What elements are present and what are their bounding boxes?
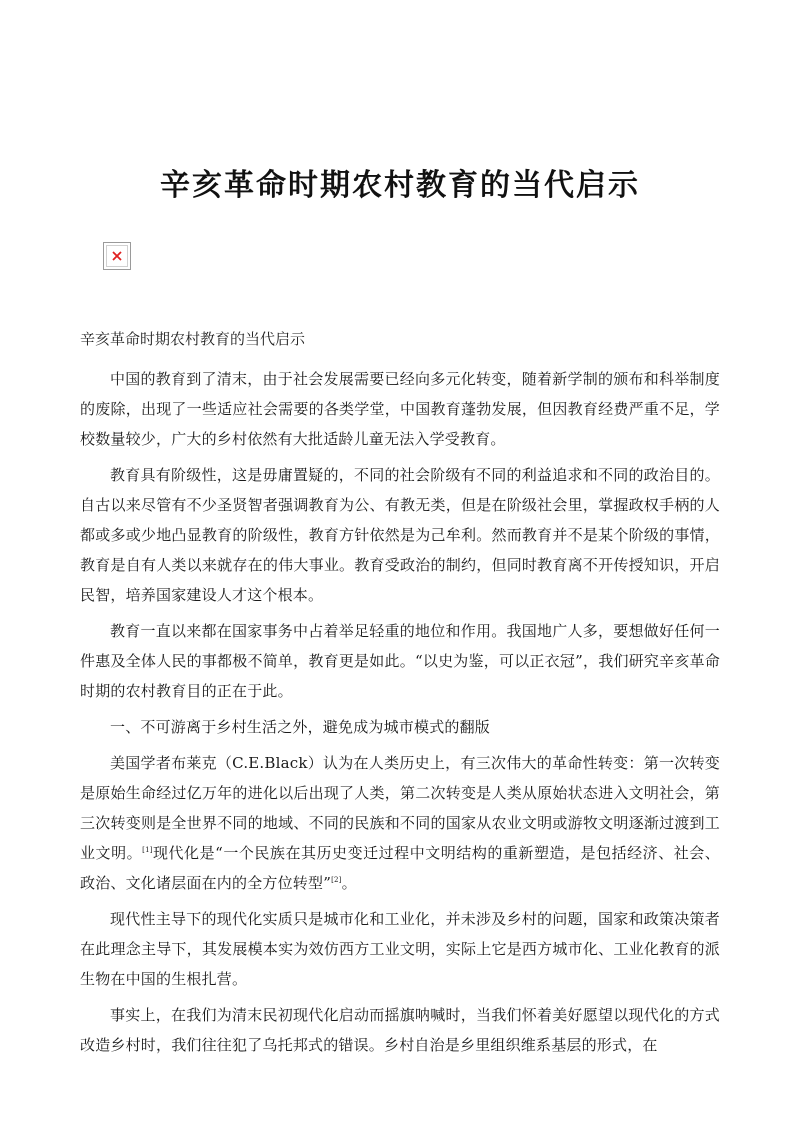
- paragraph-text: 中国的教育到了清末，由于社会发展需要已经向多元化转变，随着新学制的颁布和科举制度的废除，出现了一些适应社会需要的各类学堂，中国教育蓬勃发展，但因教育经费严重不足，学校数量较少，广大的乡村依然有大批适龄儿童无法入学受教育。: [80, 370, 720, 448]
- footnote-ref[interactable]: [1]: [142, 846, 153, 854]
- paragraph-text: 。: [341, 874, 357, 892]
- paragraph: [80, 616, 720, 706]
- section-heading-text: 一、不可游离于乡村生活之外，避免成为城市模式的翻版: [110, 718, 491, 736]
- paragraph-text: 现代化是“一个民族在其历史变迁过程中文明结构的重新塑造，是包括经济、社会、政治、文化诸层面在内的全方位转型”: [80, 844, 720, 892]
- document-body: [80, 364, 720, 1066]
- document-title: 辛亥革命时期农村教育的当代启示: [160, 168, 640, 203]
- section-heading: [80, 712, 720, 742]
- paragraph: [80, 748, 720, 898]
- paragraph-text: 美国学者布莱克（C.E.Black）认为在人类历史上，有三次伟大的革命性转变：第一次转变是原始生命经过亿万年的进化以后出现了人类，第二次转变是人类从原始状态进入文明社会，第三次转变则是全世界不同的地域、不同的民族和不同的国家从农业文明或游牧文明逐渐过渡到工业文明。: [80, 754, 720, 862]
- paragraph-text: 现代性主导下的现代化实质只是城市化和工业化，并未涉及乡村的问题，国家和政策决策者在此理念主导下，其发展模本实为效仿西方工业文明，实际上它是西方城市化、工业化教育的派生物在中国的生根扎营。: [80, 910, 720, 988]
- paragraph: [80, 460, 720, 610]
- close-icon: [111, 250, 123, 262]
- broken-image-icon: [103, 242, 131, 270]
- paragraph-text: 教育一直以来都在国家事务中占着举足轻重的地位和作用。我国地广人多，要想做好任何一件惠及全体人民的事都极不简单，教育更是如此。“以史为鉴，可以正衣冠”，我们研究辛亥革命时期的农村教育目的正在于此。: [80, 622, 720, 700]
- paragraph: [80, 1000, 720, 1060]
- document-subtitle: 辛亥革命时期农村教育的当代启示: [80, 330, 306, 348]
- paragraph: [80, 364, 720, 454]
- paragraph: [80, 904, 720, 994]
- footnote-ref[interactable]: [2]: [331, 876, 342, 884]
- paragraph-text: 事实上，在我们为清末民初现代化启动而摇旗呐喊时，当我们怀着美好愿望以现代化的方式改造乡村时，我们往往犯了乌托邦式的错误。乡村自治是乡里组织维系基层的形式，在: [80, 1006, 720, 1054]
- paragraph-text: 教育具有阶级性，这是毋庸置疑的，不同的社会阶级有不同的利益追求和不同的政治目的。自古以来尽管有不少圣贤智者强调教育为公、有教无类，但是在阶级社会里，掌握政权手柄的人都或多或少地凸显教育的阶级性，教育方针依然是为己牟利。然而教育并不是某个阶级的事情，教育是自有人类以来就存在的伟大事业。教育受政治的制约，但同时教育离不开传授知识，开启民智，培养国家建设人才这个根本。: [80, 466, 720, 604]
